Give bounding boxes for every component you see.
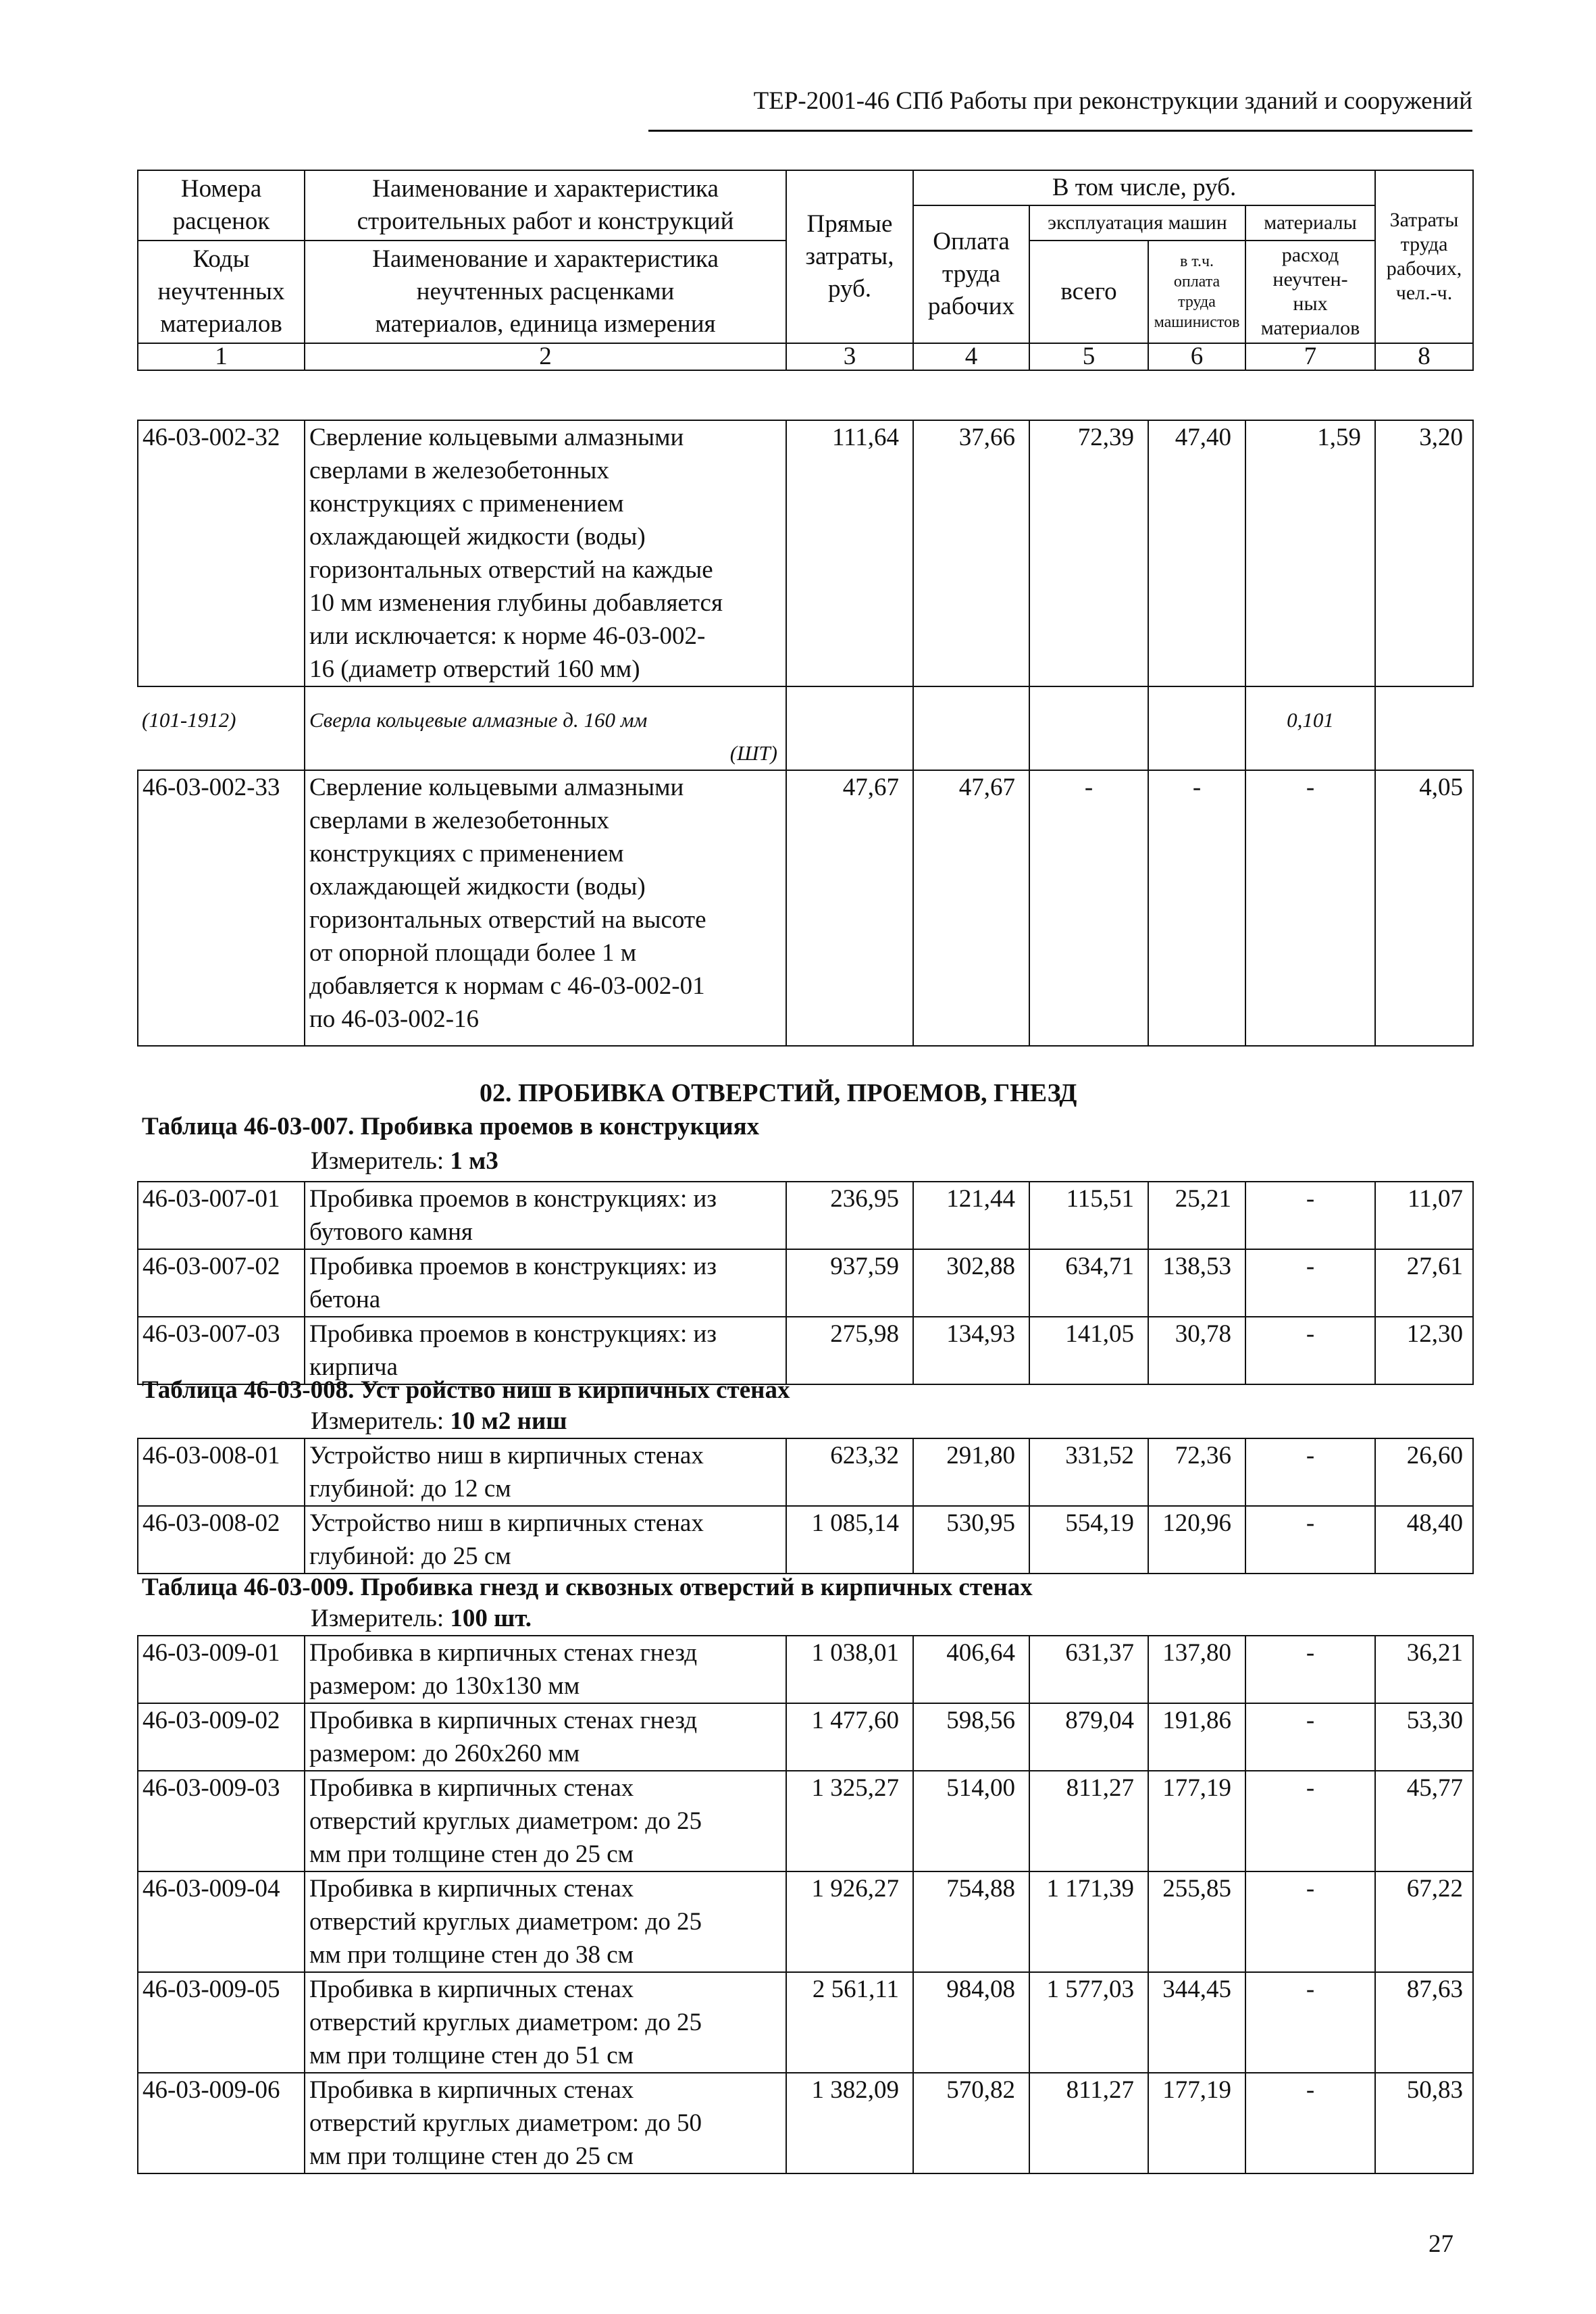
machine-operator-pay: 47,40	[1148, 420, 1245, 686]
col-numbers-header: Номера расценок	[138, 170, 305, 241]
machine-total: 1 577,03	[1029, 1972, 1148, 2073]
materials-cost: -	[1245, 1249, 1375, 1317]
page-number: 27	[1428, 2230, 1453, 2258]
direct-cost: 236,95	[786, 1182, 913, 1249]
machine-total: 72,39	[1029, 420, 1148, 686]
direct-cost: 111,64	[786, 420, 913, 686]
unit-line: Измеритель: 10 м2 ниш	[311, 1407, 567, 1435]
labor-pay: 514,00	[913, 1771, 1029, 1871]
machine-total: 811,27	[1029, 1771, 1148, 1871]
rate-description: Пробивка в кирпичных стенах гнезд размером: до 260x260 мм	[305, 1703, 786, 1771]
rate-code: 46-03-002-33	[138, 770, 305, 1046]
header-rule	[648, 130, 1472, 132]
labor-pay: 121,44	[913, 1182, 1029, 1249]
table-row	[138, 1249, 1473, 1317]
rate-code: 46-03-009-01	[138, 1636, 305, 1703]
rate-code: 46-03-009-02	[138, 1703, 305, 1771]
rate-code: 46-03-007-01	[138, 1182, 305, 1249]
rate-code: 46-03-007-02	[138, 1249, 305, 1317]
labor-hours: 4,05	[1375, 770, 1473, 1046]
rate-description: Устройство ниш в кирпичных стенах глубиной: до 25 см	[305, 1506, 786, 1574]
col-incl-operators-header: в т.ч. оплата труда машинистов	[1148, 241, 1245, 343]
direct-cost: 623,32	[786, 1438, 913, 1506]
table-row	[138, 1182, 1473, 1249]
rate-code: 46-03-009-03	[138, 1771, 305, 1871]
rate-code: 46-03-008-01	[138, 1438, 305, 1506]
machine-operator-pay: 177,19	[1148, 2073, 1245, 2173]
table-row	[138, 1871, 1473, 1972]
labor-hours: 67,22	[1375, 1871, 1473, 1972]
sockets-table	[137, 1635, 1474, 2174]
direct-cost: 47,67	[786, 770, 913, 1046]
openings-table	[137, 1181, 1474, 1385]
labor-pay: 406,64	[913, 1636, 1029, 1703]
machine-total: 141,05	[1029, 1317, 1148, 1384]
materials-cost: -	[1245, 1972, 1375, 2073]
machine-operator-pay: 137,80	[1148, 1636, 1245, 1703]
labor-hours: 36,21	[1375, 1636, 1473, 1703]
machine-total: 115,51	[1029, 1182, 1148, 1249]
machine-total: 554,19	[1029, 1506, 1148, 1574]
labor-pay: 134,93	[913, 1317, 1029, 1384]
table-title: Таблица 46-03-007. Пробивка проемов в конструкциях	[142, 1113, 760, 1140]
rate-code: 46-03-008-02	[138, 1506, 305, 1574]
materials-cost: -	[1245, 2073, 1375, 2173]
machine-operator-pay: 191,86	[1148, 1703, 1245, 1771]
labor-pay: 530,95	[913, 1506, 1029, 1574]
table-row	[138, 1506, 1473, 1574]
labor-hours: 48,40	[1375, 1506, 1473, 1574]
machine-operator-pay: 138,53	[1148, 1249, 1245, 1317]
labor-hours: 12,30	[1375, 1317, 1473, 1384]
rate-code: 46-03-009-04	[138, 1871, 305, 1972]
machine-total: 1 171,39	[1029, 1871, 1148, 1972]
labor-pay: 302,88	[913, 1249, 1029, 1317]
machine-operator-pay: 120,96	[1148, 1506, 1245, 1574]
labor-pay: 598,56	[913, 1703, 1029, 1771]
rate-description: Пробивка в кирпичных стенах гнезд размером: до 130x130 мм	[305, 1636, 786, 1703]
materials-cost: -	[1245, 1703, 1375, 1771]
labor-hours: 45,77	[1375, 1771, 1473, 1871]
labor-pay: 570,82	[913, 2073, 1029, 2173]
direct-cost: 1 038,01	[786, 1636, 913, 1703]
labor-hours: 50,83	[1375, 2073, 1473, 2173]
machine-total: 634,71	[1029, 1249, 1148, 1317]
machine-total: 879,04	[1029, 1703, 1148, 1771]
labor-hours: 27,61	[1375, 1249, 1473, 1317]
machine-operator-pay: 30,78	[1148, 1317, 1245, 1384]
machine-total: 631,37	[1029, 1636, 1148, 1703]
material-row	[138, 686, 1473, 770]
labor-pay: 291,80	[913, 1438, 1029, 1506]
rate-description: Пробивка в кирпичных стенах отверстий круглых диаметром: до 50 мм при толщине стен до 25 см	[305, 2073, 786, 2173]
rate-description: Пробивка в кирпичных стенах отверстий круглых диаметром: до 25 мм при толщине стен до 38 см	[305, 1871, 786, 1972]
col-total-header: всего	[1029, 241, 1148, 343]
table-row	[138, 1636, 1473, 1703]
col-incl-header: В том числе, руб.	[913, 170, 1375, 205]
col-materials-header: материалы	[1245, 205, 1375, 241]
machine-operator-pay: 72,36	[1148, 1438, 1245, 1506]
table-row	[138, 770, 1473, 1046]
material-name: Сверла кольцевые алмазные д. 160 мм (ШТ)	[305, 686, 786, 770]
rate-code: 46-03-007-03	[138, 1317, 305, 1384]
materials-cost: -	[1245, 1182, 1375, 1249]
column-header-table	[137, 170, 1474, 371]
col-codes-header: Коды неучтенных материалов	[138, 241, 305, 343]
rate-description: Пробивка проемов в конструкциях: из кирпича	[305, 1317, 786, 1384]
materials-cost: -	[1245, 1438, 1375, 1506]
rate-code: 46-03-009-05	[138, 1972, 305, 2073]
machine-total: 331,52	[1029, 1438, 1148, 1506]
labor-hours: 11,07	[1375, 1182, 1473, 1249]
rate-description: Пробивка в кирпичных стенах отверстий круглых диаметром: до 25 мм при толщине стен до 51 см	[305, 1972, 786, 2073]
labor-hours: 53,30	[1375, 1703, 1473, 1771]
labor-hours: 3,20	[1375, 420, 1473, 686]
col-name2-header: Наименование и характеристика неучтенных расценками материалов, единица измерения	[305, 241, 786, 343]
col-consumption-header: расход неучтен- ных материалов	[1245, 241, 1375, 343]
direct-cost: 937,59	[786, 1249, 913, 1317]
direct-cost: 2 561,11	[786, 1972, 913, 2073]
direct-cost: 1 325,27	[786, 1771, 913, 1871]
material-consumption: 0,101	[1245, 686, 1375, 770]
section-title: 02. ПРОБИВКА ОТВЕРСТИЙ, ПРОЕМОВ, ГНЕЗД	[480, 1079, 1077, 1107]
unit-line: Измеритель: 1 м3	[311, 1147, 498, 1175]
table-row	[138, 420, 1473, 686]
materials-cost: -	[1245, 1506, 1375, 1574]
table-title: Таблица 46-03-009. Пробивка гнезд и сквозных отверстий в кирпичных стенах	[142, 1574, 1033, 1601]
materials-cost: -	[1245, 1317, 1375, 1384]
machine-operator-pay: -	[1148, 770, 1245, 1046]
col-work-header: Затраты труда рабочих, чел.-ч.	[1375, 170, 1473, 343]
direct-cost: 1 085,14	[786, 1506, 913, 1574]
machine-operator-pay: 344,45	[1148, 1972, 1245, 2073]
labor-hours: 26,60	[1375, 1438, 1473, 1506]
table-row	[138, 1771, 1473, 1871]
rate-description: Сверление кольцевыми алмазными сверлами в железобетонных конструкциях с применением охлаждающей жидкости (воды) горизонтальных отверстий на высоте от опорной площади более 1 м добавляется к нормам с 46-03-002-01 по 46-03-002-16	[305, 770, 786, 1046]
table-row	[138, 1438, 1473, 1506]
col-machines-header: эксплуатация машин	[1029, 205, 1245, 241]
labor-pay: 47,67	[913, 770, 1029, 1046]
table-row	[138, 1317, 1473, 1384]
machine-total: 811,27	[1029, 2073, 1148, 2173]
materials-cost: 1,59	[1245, 420, 1375, 686]
labor-pay: 984,08	[913, 1972, 1029, 2073]
table-title: Таблица 46-03-008. Уст ройство ниш в кирпичных стенах	[142, 1376, 790, 1404]
direct-cost: 275,98	[786, 1317, 913, 1384]
labor-pay: 37,66	[913, 420, 1029, 686]
unit-line: Измеритель: 100 шт.	[311, 1605, 532, 1632]
labor-pay: 754,88	[913, 1871, 1029, 1972]
col-labor-header: Оплата труда рабочих	[913, 205, 1029, 343]
machine-operator-pay: 25,21	[1148, 1182, 1245, 1249]
rate-description: Пробивка проемов в конструкциях: из бетона	[305, 1249, 786, 1317]
table-row	[138, 2073, 1473, 2173]
materials-cost: -	[1245, 770, 1375, 1046]
machine-operator-pay: 255,85	[1148, 1871, 1245, 1972]
machine-total: -	[1029, 770, 1148, 1046]
table-row	[138, 1703, 1473, 1771]
col-direct-header: Прямые затраты, руб.	[786, 170, 913, 343]
drilling-rates-table	[137, 420, 1474, 1047]
machine-operator-pay: 177,19	[1148, 1771, 1245, 1871]
running-title: ТЕР-2001-46 СПб Работы при реконструкции зданий и сооружений	[753, 87, 1472, 115]
rate-code: 46-03-009-06	[138, 2073, 305, 2173]
rate-code: 46-03-002-32	[138, 420, 305, 686]
material-code: (101-1912)	[138, 686, 305, 770]
labor-hours: 87,63	[1375, 1972, 1473, 2073]
materials-cost: -	[1245, 1771, 1375, 1871]
niches-table	[137, 1438, 1474, 1574]
rate-description: Пробивка в кирпичных стенах отверстий круглых диаметром: до 25 мм при толщине стен до 25 см	[305, 1771, 786, 1871]
materials-cost: -	[1245, 1636, 1375, 1703]
direct-cost: 1 382,09	[786, 2073, 913, 2173]
column-number-row: 1 2 3 4 5 6 7 8	[138, 343, 1473, 370]
rate-description: Пробивка проемов в конструкциях: из бутового камня	[305, 1182, 786, 1249]
direct-cost: 1 926,27	[786, 1871, 913, 1972]
rate-description: Сверление кольцевыми алмазными сверлами в железобетонных конструкциях с применением охлаждающей жидкости (воды) горизонтальных отверстий на каждые 10 мм изменения глубины добавляется или исключается: к норме 46-03-002- 16 (диаметр отверстий 160 мм)	[305, 420, 786, 686]
materials-cost: -	[1245, 1871, 1375, 1972]
direct-cost: 1 477,60	[786, 1703, 913, 1771]
table-row	[138, 1972, 1473, 2073]
col-name-header: Наименование и характеристика строительных работ и конструкций	[305, 170, 786, 241]
rate-description: Устройство ниш в кирпичных стенах глубиной: до 12 см	[305, 1438, 786, 1506]
